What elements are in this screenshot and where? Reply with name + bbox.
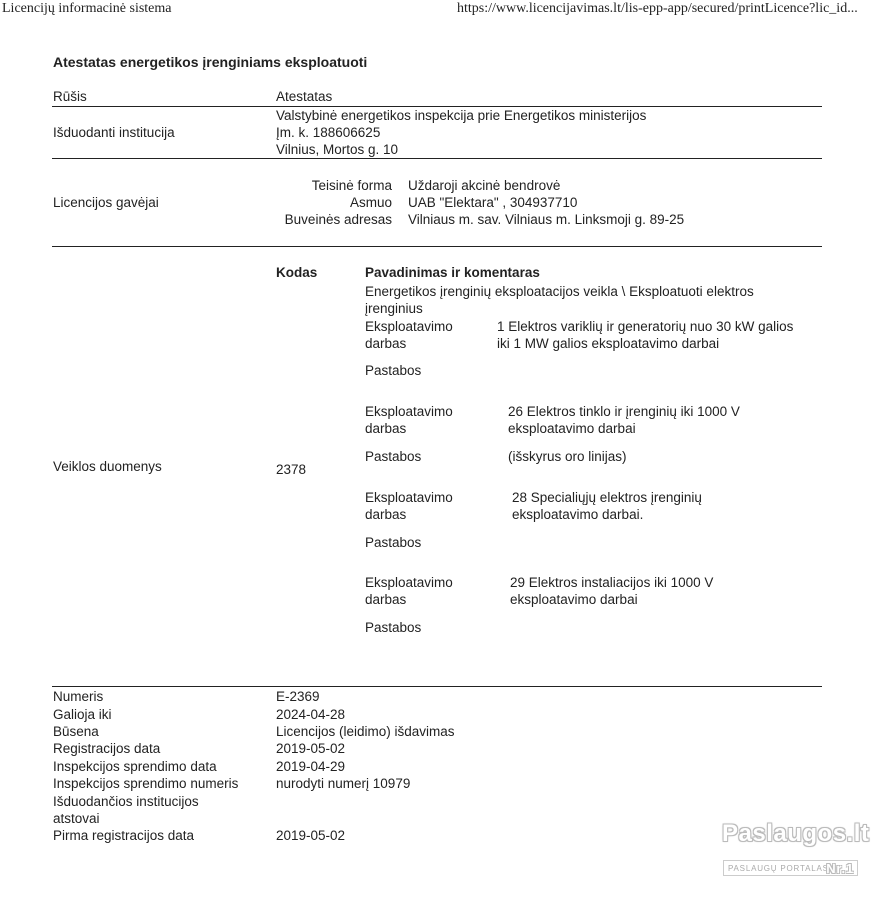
pavadinimas-header: Pavadinimas ir komentaras [365,265,540,280]
gavejai-value: Uždaroji akcinė bendrovė [408,178,561,193]
rusis-label: Rūšis [53,89,87,104]
pastabos-label: Pastabos [365,620,422,635]
detail-value: 2024-04-28 [276,707,346,722]
entry-label: Eksploatavimo darbas [365,319,453,351]
print-url: https://www.licencijavimas.lt/lis-epp-app/secured/printLicence?lic_id... [457,1,858,16]
detail-key: Išduodančios institucijos atstovai [53,794,199,826]
page-title: Atestatas energetikos įrenginiams eksploatuoti [53,54,368,70]
entry-label: Eksploatavimo darbas [365,404,453,436]
detail-value: 2019-04-29 [276,759,346,774]
kodas-header: Kodas [276,265,318,280]
veikla-pavadinimas: Energetikos įrenginių eksploatacijos veikla \ Eksploatuoti elektros įrenginius [365,284,754,316]
gavejai-key: Teisinė forma [311,178,392,193]
entry-text: 29 Elektros instaliacijos iki 1000 V eksploatavimo darbai [510,575,714,607]
detail-key: Inspekcijos sprendimo data [53,759,217,774]
pastabos-label: Pastabos [365,363,422,378]
detail-key: Galioja iki [53,707,112,722]
institucija-line: Įm. k. 188606625 [276,125,381,140]
pastabos-label: Pastabos [365,535,422,550]
divider [52,246,822,247]
watermark-nr: Nr.1 [826,861,854,876]
detail-key: Būsena [53,724,99,739]
gavejai-key: Buveinės adresas [284,212,392,227]
detail-value: 2019-05-02 [276,828,346,843]
divider [52,106,822,107]
watermark-logo: Paslaugos.lt [722,820,870,847]
entry-label: Eksploatavimo darbas [365,575,453,607]
detail-key: Inspekcijos sprendimo numeris [53,776,239,791]
gavejai-key: Asmuo [349,195,392,210]
kodas-value: 2378 [276,462,307,477]
rusis-value: Atestatas [276,89,333,104]
gavejai-value: Vilniaus m. sav. Vilniaus m. Linksmoji g. 89-25 [408,212,685,227]
detail-key: Numeris [53,689,104,704]
entry-text: 28 Specialiųjų elektros įrenginių eksploatavimo darbai. [512,490,702,522]
institucija-line: Valstybinė energetikos inspekcija prie Energetikos ministerijos [276,108,647,123]
detail-key: Registracijos data [53,741,161,756]
detail-key: Pirma registracijos data [53,828,195,843]
watermark-sub-text: PASLAUGŲ PORTALAS [728,864,829,873]
detail-value: Licencijos (leidimo) išdavimas [276,724,455,739]
gavejai-value: UAB "Elektara" , 304937710 [408,195,578,210]
veikla-label: Veiklos duomenys [53,459,162,474]
detail-value: 2019-05-02 [276,741,346,756]
institucija-label: Išduodanti institucija [53,125,175,140]
print-site-title: Licencijų informacinė sistema [2,1,172,16]
watermark-tagline [723,860,858,876]
detail-value: E-2369 [276,689,320,704]
detail-value: nurodyti numerį 10979 [276,776,411,791]
entry-text: 26 Elektros tinklo ir įrenginių iki 1000 V eksploatavimo darbai [508,404,740,436]
entry-label: Eksploatavimo darbas [365,490,453,522]
pastabos-label: Pastabos [365,449,422,464]
pastabos-value: (išskyrus oro linijas) [508,449,627,464]
institucija-line: Vilnius, Mortos g. 10 [276,142,399,157]
entry-text: 1 Elektros variklių ir generatorių nuo 30 kW galios iki 1 MW galios eksploatavimo darbai [497,319,794,351]
divider [52,158,822,159]
divider [52,686,822,687]
gavejai-label: Licencijos gavėjai [53,195,159,210]
